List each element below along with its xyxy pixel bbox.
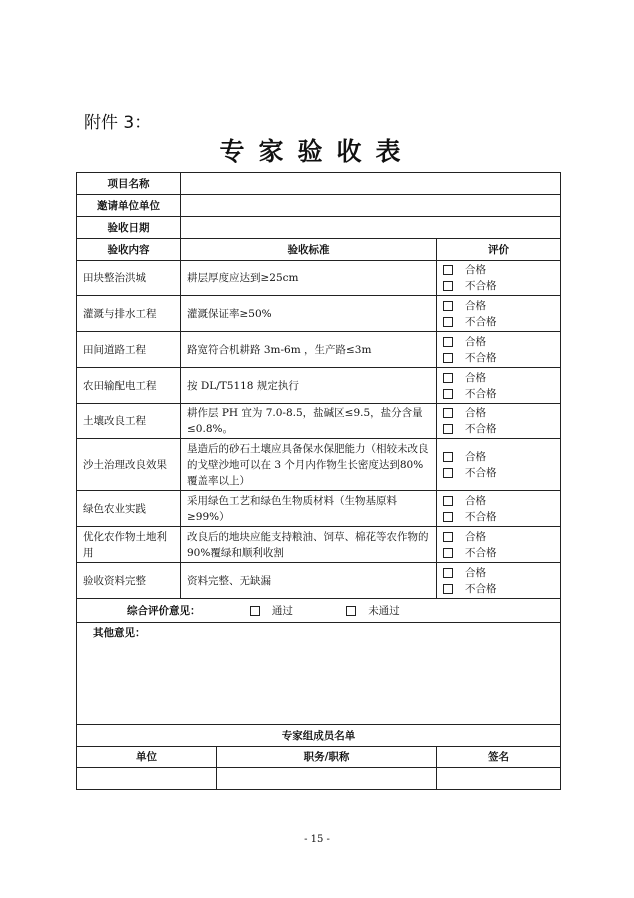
label-project-name: 项目名称 (77, 173, 181, 195)
item-name: 验收资料完整 (77, 563, 181, 599)
item-name: 沙土治理改良效果 (77, 439, 181, 491)
pass-label: 合格 (465, 450, 486, 463)
label-inviter: 邀请单位单位 (77, 195, 181, 217)
attachment-label: 附件 3： (84, 113, 152, 133)
fail-label: 不合格 (465, 510, 497, 523)
fail-label: 不合格 (465, 387, 497, 400)
fail-label: 不合格 (465, 582, 497, 595)
other-opinions-label: 其他意见： (93, 627, 146, 639)
date-field[interactable] (181, 217, 561, 239)
pass-checkbox[interactable] (443, 568, 453, 578)
item-eval (437, 491, 561, 527)
fail-label: 不合格 (465, 351, 497, 364)
fail-checkbox[interactable] (443, 512, 453, 522)
pass-label: 合格 (465, 407, 486, 419)
table-row (77, 368, 561, 404)
item-eval (437, 261, 561, 296)
table-row (77, 296, 561, 332)
fail-checkbox[interactable] (443, 353, 453, 363)
fail-checkbox[interactable] (443, 424, 453, 434)
fail-checkbox[interactable] (443, 468, 453, 478)
fail-checkbox[interactable] (443, 584, 453, 594)
table-row (77, 491, 561, 527)
pass-checkbox[interactable] (443, 408, 453, 418)
project-name-field[interactable] (181, 173, 561, 195)
item-standard: 灌溉保证率≥50% (181, 296, 437, 332)
item-standard: 按 DL/T5118 规定执行 (181, 368, 437, 404)
pass-checkbox[interactable] (443, 301, 453, 311)
page-number: - 15 - (304, 834, 330, 845)
item-eval (437, 368, 561, 404)
item-standard: 耕层厚度应达到≥25cm (181, 261, 437, 296)
item-standard: 路宽符合机耕路 3m-6m ，生产路≤3m (181, 332, 437, 368)
item-name: 田块整治洪城 (77, 261, 181, 296)
fail-checkbox[interactable] (443, 317, 453, 327)
member-signature-field[interactable] (437, 768, 561, 790)
other-opinions-field[interactable] (77, 623, 561, 725)
item-name: 田间道路工程 (77, 332, 181, 368)
members-title: 专家组成员名单 (77, 725, 561, 747)
item-name: 优化农作物土地利用 (77, 527, 181, 563)
table-row (77, 527, 561, 563)
pass-checkbox[interactable] (443, 496, 453, 506)
item-eval (437, 527, 561, 563)
pass-checkbox[interactable] (443, 337, 453, 347)
overall-pass-checkbox[interactable] (250, 606, 260, 616)
overall-row (77, 599, 561, 623)
item-eval (437, 439, 561, 491)
item-standard: 采用绿色工艺和绿色生物质材料（生物基原料≥99%） (181, 491, 437, 527)
overall-label: 综合评价意见： (127, 604, 201, 617)
members-signature-header: 签名 (437, 747, 561, 768)
fail-label: 不合格 (465, 280, 497, 292)
table-row (77, 261, 561, 296)
item-name: 灌溉与排水工程 (77, 296, 181, 332)
pass-checkbox[interactable] (443, 373, 453, 383)
pass-label: 合格 (465, 494, 486, 507)
item-eval (437, 563, 561, 599)
item-standard: 改良后的地块应能支持粮油、饲草、棉花等农作物的 90%覆绿和顺利收割 (181, 527, 437, 563)
item-standard: 耕作层 PH 宜为 7.0-8.5，盐碱区≤9.5，盐分含量≤0.8%。 (181, 404, 437, 439)
item-eval (437, 332, 561, 368)
header-eval: 评价 (437, 239, 561, 261)
item-standard: 垦造后的砂石土壤应具备保水保肥能力（相较未改良的戈壁沙地可以在 3 个月内作物生长密度达到80%覆盖率以上） (181, 439, 437, 491)
item-eval (437, 296, 561, 332)
member-position-field[interactable] (217, 768, 437, 790)
members-unit-header: 单位 (77, 747, 217, 768)
header-content: 验收内容 (77, 239, 181, 261)
fail-checkbox[interactable] (443, 548, 453, 558)
item-name: 农田输配电工程 (77, 368, 181, 404)
pass-label: 合格 (465, 530, 486, 543)
pass-label: 合格 (465, 566, 486, 579)
pass-checkbox[interactable] (443, 532, 453, 542)
overall-fail-checkbox[interactable] (346, 606, 356, 616)
member-unit-field[interactable] (77, 768, 217, 790)
fail-label: 不合格 (465, 315, 497, 328)
label-date: 验收日期 (77, 217, 181, 239)
table-row (77, 563, 561, 599)
item-eval (437, 404, 561, 439)
fail-label: 不合格 (465, 466, 497, 479)
pass-label: 合格 (465, 335, 486, 348)
pass-checkbox[interactable] (443, 265, 453, 275)
table-row (77, 332, 561, 368)
fail-label: 不合格 (465, 423, 497, 435)
pass-label: 合格 (465, 264, 486, 276)
fail-checkbox[interactable] (443, 281, 453, 291)
pass-label: 合格 (465, 299, 486, 312)
pass-label: 合格 (465, 371, 486, 384)
item-name: 绿色农业实践 (77, 491, 181, 527)
fail-label: 不合格 (465, 546, 497, 559)
members-position-header: 职务/职称 (217, 747, 437, 768)
table-row (77, 439, 561, 491)
header-standard: 验收标准 (181, 239, 437, 261)
inviter-field[interactable] (181, 195, 561, 217)
overall-pass-label: 通过 (271, 604, 293, 617)
pass-checkbox[interactable] (443, 452, 453, 462)
item-standard: 资料完整、无缺漏 (181, 563, 437, 599)
table-row (77, 404, 561, 439)
fail-checkbox[interactable] (443, 389, 453, 399)
overall-fail-label: 未通过 (368, 604, 400, 617)
acceptance-table (76, 172, 561, 790)
page-title: 专家验收表 (219, 137, 415, 166)
item-name: 土壤改良工程 (77, 404, 181, 439)
